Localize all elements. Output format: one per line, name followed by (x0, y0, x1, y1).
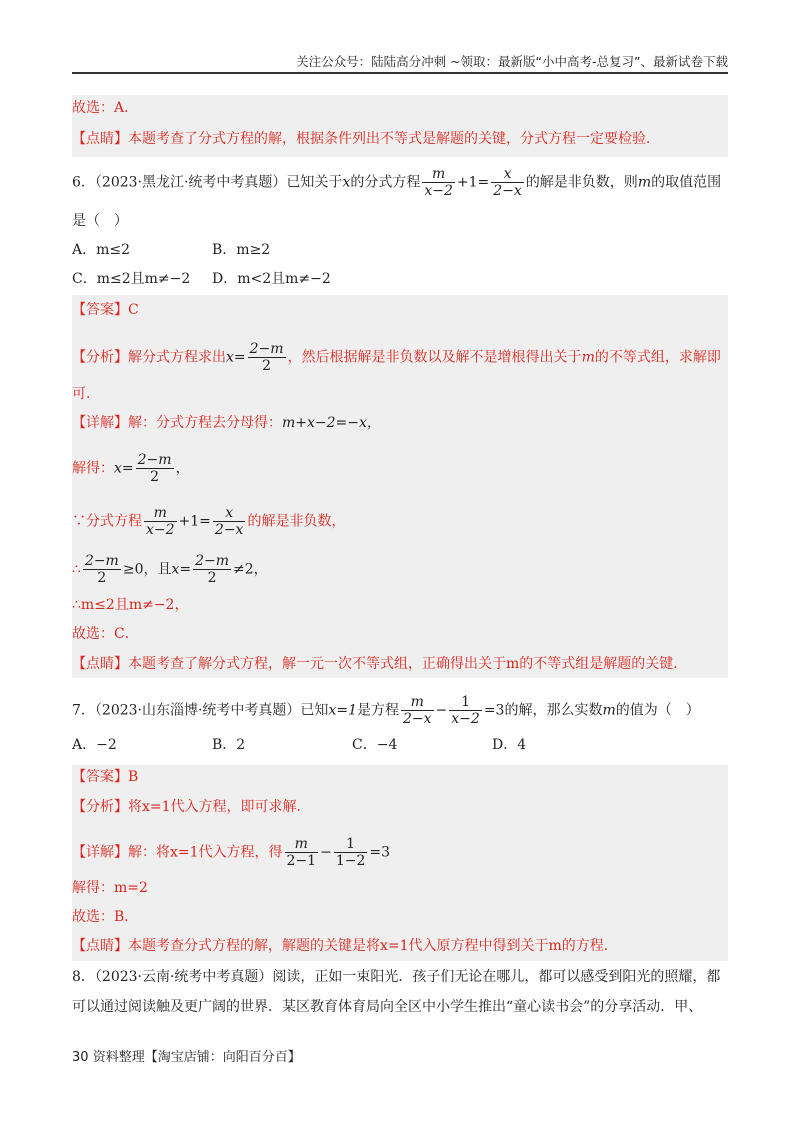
fraction: $\frac{x}{2-x}$ (214, 505, 244, 539)
q8-stem-line-2: 可以通过阅读触及更广阔的世界．某区教育体育局向全区中小学生推出“童心读书会”的分享活动．甲、 (72, 999, 703, 1015)
q7-option-d: D．4 (492, 737, 527, 753)
q6-option-d: D．m<2且m≠−2 (212, 271, 331, 287)
fraction: $\frac{m}{2-x}$ (402, 694, 432, 728)
q7-answer: 【答案】B (72, 769, 139, 785)
page-number: 30 (72, 1050, 89, 1065)
fraction: $\frac{m}{x-2}$ (146, 505, 175, 539)
footer-text: 资料整理【淘宝店铺：向阳百分百】 (92, 1050, 301, 1065)
fraction: $\frac{m}{x-2}$ (424, 166, 453, 200)
q6-option-b: B．m≥2 (212, 242, 271, 258)
q6-because: ∵分式方程 $\frac{m}{x-2}$ +1= $\frac{x}{2-x}$ 的解是非负数， (72, 505, 346, 539)
q6-choice: 故选：C． (72, 626, 139, 642)
q7-option-a: A．−2 (72, 737, 117, 753)
q6-answer: 【答案】C (72, 302, 139, 318)
fraction: $\frac{2-m}{2}$ (249, 341, 284, 375)
q7-solve: 解得：m=2 (72, 880, 148, 896)
fraction: $\frac{1}{x-2}$ (451, 694, 480, 728)
q6-detail: 【详解】解：分式方程去分母得：m+x−2=−x， (72, 415, 381, 431)
fraction: $\frac{2-m}{2}$ (195, 553, 230, 587)
fraction: $\frac{2-m}{2}$ (137, 452, 172, 486)
q6-therefore-1: ∴ $\frac{2-m}{2}$ ≥0，且x= $\frac{2-m}{2}$ ≠2， (72, 553, 268, 587)
header-text: 关注公众号：陆陆高分冲刺 ~领取：最新版“小中高考-总复习”、最新试卷下载 (296, 54, 728, 69)
page-header (72, 52, 728, 74)
q6-option-a: A．m≤2 (72, 242, 131, 258)
q6-stem: 6．（2023·黑龙江·统考中考真题）已知关于x的分式方程 $\frac{m}{x-2}$ +1= $\frac{x}{2-x}$ 的解是非负数，则m的取值范围 (72, 166, 722, 200)
fraction: $\frac{m}{2-1}$ (286, 836, 317, 870)
q7-option-c: C．−4 (352, 737, 398, 753)
q7-choice: 故选：B． (72, 909, 139, 925)
fraction: $\frac{2-m}{2}$ (84, 553, 119, 587)
q6-therefore-2: ∴m≤2且m≠−2， (72, 597, 189, 613)
q8-stem-line-1: 8．（2023·云南·统考中考真题）阅读，正如一束阳光．孩子们无论在哪儿，都可以感受到阳光的照耀，都 (72, 969, 721, 985)
q6-comment: 【点睛】本题考查了解分式方程，解一元一次不等式组，正确得出关于m的不等式组是解题的关键． (72, 656, 688, 672)
q6-stem-cont: 是（ ） (72, 213, 128, 229)
q7-option-b: B．2 (212, 737, 246, 753)
q7-detail: 【详解】解：将x=1代入方程，得 $\frac{m}{2-1}$ − $\frac{1}{1-2}$ =3 (72, 836, 391, 870)
prev-comment: 【点睛】本题考查了分式方程的解，根据条件列出不等式是解题的关键，分式方程一定要检验． (72, 131, 660, 147)
q7-comment: 【点睛】本题考查分式方程的解，解题的关键是将x=1代入原方程中得到关于m的方程． (72, 938, 618, 954)
page-footer (72, 1046, 301, 1065)
fraction: $\frac{1}{1-2}$ (335, 836, 366, 870)
q6-solve: 解得：x= $\frac{2-m}{2}$ ， (72, 452, 190, 486)
q7-stem: 7．（2023·山东淄博·统考中考真题）已知x=1是方程 $\frac{m}{2-x}$ − $\frac{1}{x-2}$ =3的解，那么实数m的值为（ ） (72, 694, 700, 728)
q6-analysis: 【分析】解分式方程求出x= $\frac{2-m}{2}$ ，然后根据解是非负数以及解不是增根得出关于m的不等式组，求解即 (72, 341, 721, 375)
q6-analysis-cont: 可． (72, 386, 100, 402)
q6-option-c: C．m≤2且m≠−2 (72, 271, 191, 287)
q7-analysis: 【分析】将x=1代入方程，即可求解． (72, 799, 311, 815)
fraction: $\frac{x}{2-x}$ (493, 166, 522, 200)
prev-choice: 故选：A． (72, 100, 139, 116)
